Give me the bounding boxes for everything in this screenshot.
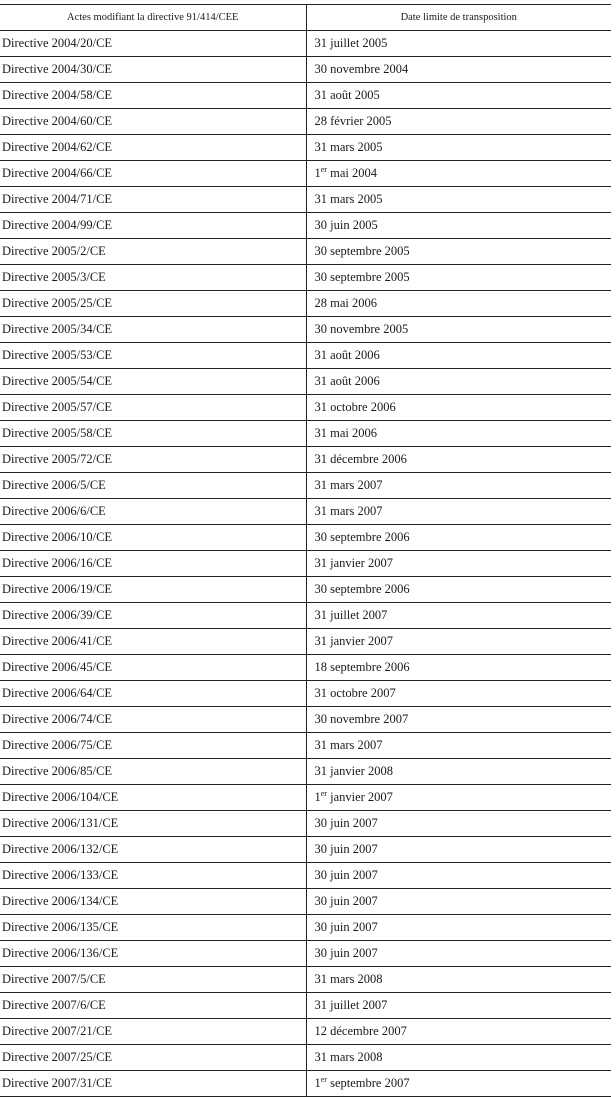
act-cell: Directive 2004/66/CE [0,161,306,187]
act-cell: Directive 2005/2/CE [0,239,306,265]
ordinal-suffix: er [320,164,327,174]
table-row [0,421,611,447]
act-cell: Directive 2005/72/CE [0,447,306,473]
table-row [0,681,611,707]
deadline-cell [306,161,611,187]
table-row [0,57,611,83]
deadline-cell [306,317,611,343]
header-acts: Actes modifiant la directive 91/414/CEE [0,5,306,31]
deadline-text-rest: mai 2004 [326,166,377,180]
act-cell: Directive 2006/75/CE [0,733,306,759]
deadline-cell [306,889,611,915]
act-cell: Directive 2007/6/CE [0,993,306,1019]
act-cell: Directive 2006/5/CE [0,473,306,499]
deadline-text: 31 août 2006 [314,374,380,388]
act-cell: Directive 2004/71/CE [0,187,306,213]
deadline-cell [306,109,611,135]
act-cell: Directive 2006/132/CE [0,837,306,863]
deadline-text: 30 juin 2007 [314,816,378,830]
act-cell: Directive 2004/20/CE [0,31,306,57]
table-row [0,577,611,603]
deadline-text: 30 novembre 2004 [314,62,409,76]
act-cell: Directive 2006/10/CE [0,525,306,551]
act-cell: Directive 2007/5/CE [0,967,306,993]
table-row [0,31,611,57]
act-cell: Directive 2006/104/CE [0,785,306,811]
deadline-text: 30 juin 2007 [314,868,378,882]
ordinal-suffix: er [320,1074,327,1084]
table-body [0,31,611,1097]
deadline-cell [306,343,611,369]
table-row [0,1071,611,1097]
act-cell: Directive 2006/133/CE [0,863,306,889]
deadline-text: 30 juin 2007 [314,920,378,934]
act-cell: Directive 2005/57/CE [0,395,306,421]
table-row [0,473,611,499]
deadline-cell [306,57,611,83]
table-row [0,551,611,577]
deadline-cell [306,915,611,941]
table-row [0,993,611,1019]
deadline-cell [306,629,611,655]
deadline-text: 31 juillet 2005 [314,36,388,50]
deadline-cell [306,993,611,1019]
deadline-text: 30 juin 2007 [314,894,378,908]
deadline-text: 31 mai 2006 [314,426,377,440]
deadline-cell [306,759,611,785]
table-row [0,239,611,265]
table-row [0,317,611,343]
act-cell: Directive 2005/25/CE [0,291,306,317]
act-cell: Directive 2006/85/CE [0,759,306,785]
act-cell: Directive 2006/16/CE [0,551,306,577]
deadline-cell [306,681,611,707]
deadline-cell [306,603,611,629]
deadline-text: 28 mai 2006 [314,296,377,310]
act-cell: Directive 2006/64/CE [0,681,306,707]
act-cell: Directive 2005/3/CE [0,265,306,291]
deadline-cell [306,655,611,681]
deadline-text: 31 mars 2008 [314,1050,383,1064]
table-row [0,265,611,291]
deadline-cell [306,239,611,265]
deadline-text: 31 mars 2005 [314,192,383,206]
act-cell: Directive 2005/34/CE [0,317,306,343]
deadline-cell [306,551,611,577]
deadline-text: 31 mars 2007 [314,738,383,752]
deadline-cell [306,447,611,473]
table-row [0,889,611,915]
deadline-text: 31 mars 2008 [314,972,383,986]
deadline-text: 31 octobre 2007 [314,686,396,700]
deadline-cell [306,1019,611,1045]
table-row [0,1019,611,1045]
act-cell: Directive 2004/99/CE [0,213,306,239]
header-deadline: Date limite de transposition [306,5,611,31]
act-cell: Directive 2006/131/CE [0,811,306,837]
deadline-cell [306,941,611,967]
deadline-cell [306,187,611,213]
act-cell: Directive 2006/135/CE [0,915,306,941]
deadline-text: 31 janvier 2007 [314,556,393,570]
table-row [0,655,611,681]
deadline-text: 30 juin 2005 [314,218,378,232]
table-row [0,525,611,551]
act-cell: Directive 2006/19/CE [0,577,306,603]
act-cell: Directive 2005/58/CE [0,421,306,447]
deadline-cell [306,733,611,759]
deadline-text: 31 octobre 2006 [314,400,396,414]
deadline-cell [306,291,611,317]
act-cell: Directive 2006/45/CE [0,655,306,681]
deadline-cell [306,785,611,811]
deadline-text: 30 juin 2007 [314,842,378,856]
act-cell: Directive 2007/31/CE [0,1071,306,1097]
table-row [0,213,611,239]
table-row [0,811,611,837]
deadline-cell [306,525,611,551]
deadline-cell [306,577,611,603]
deadline-text: 31 janvier 2008 [314,764,393,778]
deadline-cell [306,213,611,239]
table-row [0,707,611,733]
act-cell: Directive 2004/62/CE [0,135,306,161]
deadline-cell [306,265,611,291]
table-row [0,343,611,369]
table-row [0,135,611,161]
act-cell: Directive 2004/58/CE [0,83,306,109]
table-row [0,395,611,421]
table-row [0,759,611,785]
act-cell: Directive 2004/30/CE [0,57,306,83]
table-row [0,291,611,317]
deadline-text: 12 décembre 2007 [314,1024,407,1038]
deadline-text: 31 août 2005 [314,88,380,102]
table-row [0,369,611,395]
deadline-cell [306,369,611,395]
deadline-text: 30 septembre 2006 [314,582,410,596]
act-cell: Directive 2006/74/CE [0,707,306,733]
act-cell: Directive 2004/60/CE [0,109,306,135]
table-row [0,447,611,473]
table-row [0,603,611,629]
act-cell: Directive 2007/25/CE [0,1045,306,1071]
header-row [0,5,611,31]
deadline-cell [306,135,611,161]
act-cell: Directive 2006/39/CE [0,603,306,629]
table-row [0,161,611,187]
deadline-cell [306,499,611,525]
table-row [0,785,611,811]
deadline-cell [306,1045,611,1071]
table-row [0,967,611,993]
table-row [0,187,611,213]
table-header [0,5,611,31]
deadline-cell [306,83,611,109]
deadline-text: 1 [314,790,321,804]
transposition-table [0,4,611,1097]
deadline-text: 30 septembre 2005 [314,244,410,258]
table-row [0,837,611,863]
table-row [0,941,611,967]
ordinal-suffix: er [320,788,327,798]
deadline-text: 30 juin 2007 [314,946,378,960]
act-cell: Directive 2007/21/CE [0,1019,306,1045]
deadline-text-rest: janvier 2007 [326,790,393,804]
deadline-text: 30 novembre 2005 [314,322,409,336]
act-cell: Directive 2006/6/CE [0,499,306,525]
act-cell: Directive 2006/41/CE [0,629,306,655]
table-row [0,629,611,655]
deadline-cell [306,707,611,733]
act-cell: Directive 2005/54/CE [0,369,306,395]
deadline-text: 30 novembre 2007 [314,712,409,726]
deadline-text: 31 décembre 2006 [314,452,407,466]
deadline-text: 31 août 2006 [314,348,380,362]
deadline-text: 1 [314,1076,321,1090]
deadline-text: 31 mars 2007 [314,478,383,492]
deadline-text: 30 septembre 2005 [314,270,410,284]
deadline-text: 28 février 2005 [314,114,392,128]
table-row [0,499,611,525]
deadline-cell [306,395,611,421]
act-cell: Directive 2006/136/CE [0,941,306,967]
deadline-text: 31 mars 2007 [314,504,383,518]
deadline-text-rest: septembre 2007 [326,1076,410,1090]
table-row [0,863,611,889]
deadline-cell [306,863,611,889]
table-row [0,83,611,109]
deadline-text: 31 mars 2005 [314,140,383,154]
deadline-cell [306,473,611,499]
deadline-cell [306,31,611,57]
act-cell: Directive 2005/53/CE [0,343,306,369]
table-row [0,109,611,135]
deadline-text: 31 juillet 2007 [314,608,388,622]
deadline-text: 18 septembre 2006 [314,660,410,674]
deadline-text: 31 juillet 2007 [314,998,388,1012]
deadline-cell [306,837,611,863]
deadline-cell [306,811,611,837]
act-cell: Directive 2006/134/CE [0,889,306,915]
deadline-text: 1 [314,166,321,180]
table-row [0,915,611,941]
deadline-cell [306,1071,611,1097]
deadline-cell [306,967,611,993]
table-row [0,1045,611,1071]
deadline-text: 30 septembre 2006 [314,530,410,544]
table-row [0,733,611,759]
deadline-text: 31 janvier 2007 [314,634,393,648]
deadline-cell [306,421,611,447]
